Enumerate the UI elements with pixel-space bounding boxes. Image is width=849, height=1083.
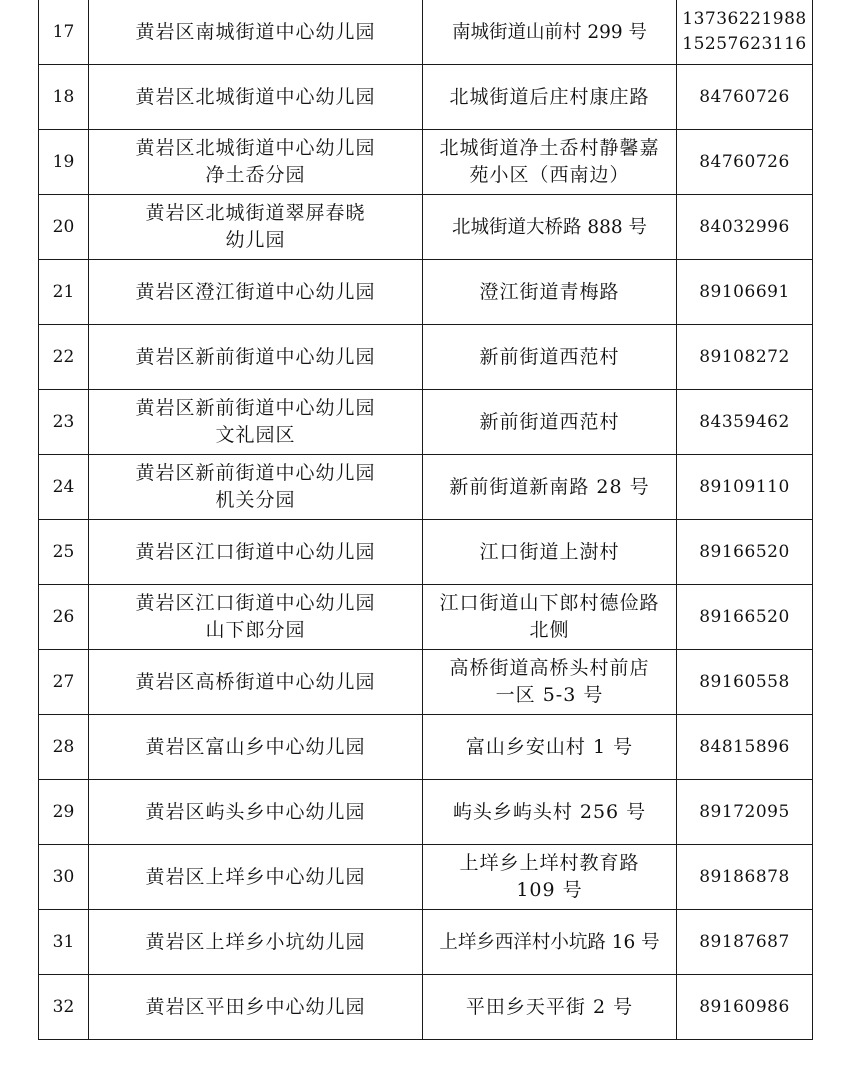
kindergarten-name-cell-line: 黄岩区富山乡中心幼儿园	[145, 735, 366, 758]
kindergarten-name-cell	[89, 975, 423, 1040]
address-cell	[423, 0, 677, 65]
kindergarten-name-cell-line: 黄岩区澄江街道中心幼儿园	[135, 280, 376, 303]
row-number-cell: 32	[39, 975, 89, 1040]
phone-cell	[677, 455, 813, 520]
address-cell-line: 南城街道山前村 299 号	[451, 21, 648, 43]
row-number-cell: 31	[39, 910, 89, 975]
table-row	[39, 780, 813, 845]
row-number-cell: 22	[39, 325, 89, 390]
address-cell	[423, 585, 677, 650]
kindergarten-name-cell	[89, 585, 423, 650]
row-number-cell: 19	[39, 130, 89, 195]
kindergarten-name-cell	[89, 130, 423, 195]
kindergarten-name-cell	[89, 390, 423, 455]
kindergarten-name-cell-line: 山下郎分园	[205, 619, 306, 641]
table-row	[39, 715, 813, 780]
table-row	[39, 260, 813, 325]
kindergarten-name-cell-line: 黄岩区江口街道中心幼儿园	[135, 592, 376, 614]
phone-cell	[677, 325, 813, 390]
address-cell-line: 北侧	[529, 619, 570, 641]
table-row	[39, 975, 813, 1040]
phone-cell-line: 89166520	[699, 541, 790, 562]
phone-cell-line: 84815896	[699, 736, 790, 757]
phone-cell-line: 84760726	[699, 86, 790, 107]
address-cell-line: 富山乡安山村 1 号	[465, 735, 634, 758]
kindergarten-name-cell-line: 黄岩区新前街道中心幼儿园	[135, 397, 376, 419]
kindergarten-name-cell-line: 黄岩区上垟乡小坑幼儿园	[145, 930, 366, 953]
kindergarten-name-cell-line: 黄岩区江口街道中心幼儿园	[135, 540, 376, 563]
row-number-cell: 21	[39, 260, 89, 325]
address-cell-line: 江口街道山下郎村德俭路	[439, 592, 660, 614]
phone-cell-line: 89160986	[699, 996, 790, 1017]
table-row	[39, 585, 813, 650]
address-cell	[423, 260, 677, 325]
phone-cell-line: 89187687	[699, 931, 790, 952]
phone-cell	[677, 520, 813, 585]
kindergarten-name-cell	[89, 0, 423, 65]
kindergarten-name-cell-line: 黄岩区高桥街道中心幼儿园	[135, 670, 376, 693]
row-number-cell: 24	[39, 455, 89, 520]
table-row	[39, 0, 813, 65]
kindergarten-name-cell-line: 机关分园	[215, 489, 296, 511]
table-row	[39, 520, 813, 585]
phone-cell	[677, 975, 813, 1040]
phone-cell-line: 89106691	[699, 281, 790, 302]
table-row	[39, 195, 813, 260]
address-cell-line: 北城街道后庄村康庄路	[449, 85, 650, 108]
table-row	[39, 325, 813, 390]
kindergarten-name-cell-line: 黄岩区屿头乡中心幼儿园	[145, 800, 366, 823]
address-cell	[423, 195, 677, 260]
address-cell-line: 北城街道大桥路 888 号	[451, 216, 648, 238]
phone-cell-line: 84032996	[699, 216, 790, 237]
address-cell-line: 新前街道西范村	[479, 345, 620, 368]
phone-cell	[677, 780, 813, 845]
row-number-cell: 25	[39, 520, 89, 585]
phone-cell-line: 89166520	[699, 606, 790, 627]
kindergarten-name-cell	[89, 715, 423, 780]
phone-cell-line: 89108272	[699, 346, 790, 367]
phone-cell	[677, 715, 813, 780]
address-cell	[423, 325, 677, 390]
row-number-cell: 18	[39, 65, 89, 130]
phone-cell	[677, 195, 813, 260]
phone-cell-line: 89172095	[699, 801, 790, 822]
kindergarten-name-cell-line: 幼儿园	[225, 229, 286, 251]
row-number-cell: 27	[39, 650, 89, 715]
phone-cell	[677, 65, 813, 130]
table-body	[39, 0, 813, 1040]
kindergarten-name-cell-line: 黄岩区新前街道中心幼儿园	[135, 345, 376, 368]
kindergarten-name-cell-line: 文礼园区	[215, 424, 296, 446]
table-row	[39, 845, 813, 910]
phone-cell	[677, 650, 813, 715]
kindergarten-name-cell	[89, 65, 423, 130]
address-cell	[423, 455, 677, 520]
kindergarten-name-cell-line: 黄岩区新前街道中心幼儿园	[135, 462, 376, 484]
kindergarten-name-cell-line: 黄岩区上垟乡中心幼儿园	[145, 865, 366, 888]
address-cell	[423, 780, 677, 845]
address-cell-line: 一区 5-3 号	[495, 684, 604, 706]
phone-cell-line: 84359462	[699, 411, 790, 432]
row-number-cell: 23	[39, 390, 89, 455]
kindergarten-name-cell	[89, 845, 423, 910]
address-cell	[423, 650, 677, 715]
kindergarten-name-cell-line: 黄岩区南城街道中心幼儿园	[135, 20, 376, 43]
phone-cell-line: 84760726	[699, 151, 790, 172]
kindergarten-name-cell	[89, 455, 423, 520]
phone-cell-line: 89109110	[699, 476, 790, 497]
phone-cell	[677, 845, 813, 910]
phone-cell-line: 89186878	[699, 866, 790, 887]
phone-cell	[677, 130, 813, 195]
kindergarten-name-cell	[89, 520, 423, 585]
row-number-cell: 26	[39, 585, 89, 650]
table-row	[39, 390, 813, 455]
phone-cell	[677, 585, 813, 650]
kindergarten-name-cell	[89, 780, 423, 845]
address-cell-line: 平田乡天平街 2 号	[465, 995, 634, 1018]
phone-cell	[677, 260, 813, 325]
address-cell-line: 109 号	[516, 879, 583, 901]
phone-cell-line: 13736221988	[682, 9, 807, 29]
address-cell-line: 上垟乡西洋村小坑路 16 号	[439, 931, 660, 953]
address-cell-line: 新前街道西范村	[479, 410, 620, 433]
address-cell-line: 屿头乡屿头村 256 号	[452, 800, 647, 823]
kindergarten-name-cell-line: 净土岙分园	[205, 164, 306, 186]
kindergarten-table	[38, 0, 813, 1040]
address-cell-line: 江口街道上澍村	[479, 540, 620, 563]
table-row	[39, 910, 813, 975]
row-number-cell: 30	[39, 845, 89, 910]
kindergarten-name-cell	[89, 910, 423, 975]
address-cell	[423, 130, 677, 195]
address-cell-line: 澄江街道青梅路	[479, 280, 620, 303]
phone-cell	[677, 910, 813, 975]
table-row	[39, 650, 813, 715]
address-cell	[423, 975, 677, 1040]
kindergarten-name-cell	[89, 195, 423, 260]
table-row	[39, 455, 813, 520]
kindergarten-name-cell	[89, 260, 423, 325]
table-row	[39, 65, 813, 130]
kindergarten-name-cell-line: 黄岩区北城街道翠屏春晓	[145, 202, 366, 224]
address-cell	[423, 390, 677, 455]
phone-cell-line: 89160558	[699, 671, 790, 692]
address-cell-line: 新前街道新南路 28 号	[449, 475, 650, 498]
address-cell-line: 苑小区（西南边）	[469, 164, 630, 186]
address-cell-line: 上垟乡上垟村教育路	[459, 852, 640, 874]
kindergarten-name-cell	[89, 650, 423, 715]
row-number-cell: 28	[39, 715, 89, 780]
table-row	[39, 130, 813, 195]
address-cell	[423, 65, 677, 130]
phone-cell	[677, 390, 813, 455]
row-number-cell: 17	[39, 0, 89, 65]
address-cell	[423, 845, 677, 910]
phone-cell-line: 15257623116	[682, 34, 807, 54]
kindergarten-name-cell-line: 黄岩区北城街道中心幼儿园	[135, 85, 376, 108]
kindergarten-name-cell-line: 黄岩区北城街道中心幼儿园	[135, 137, 376, 159]
address-cell-line: 高桥街道高桥头村前店	[449, 657, 650, 679]
address-cell-line: 北城街道净土岙村静馨嘉	[439, 137, 660, 159]
kindergarten-name-cell	[89, 325, 423, 390]
address-cell	[423, 910, 677, 975]
row-number-cell: 29	[39, 780, 89, 845]
kindergarten-name-cell-line: 黄岩区平田乡中心幼儿园	[145, 995, 366, 1018]
phone-cell	[677, 0, 813, 65]
row-number-cell: 20	[39, 195, 89, 260]
address-cell	[423, 715, 677, 780]
address-cell	[423, 520, 677, 585]
